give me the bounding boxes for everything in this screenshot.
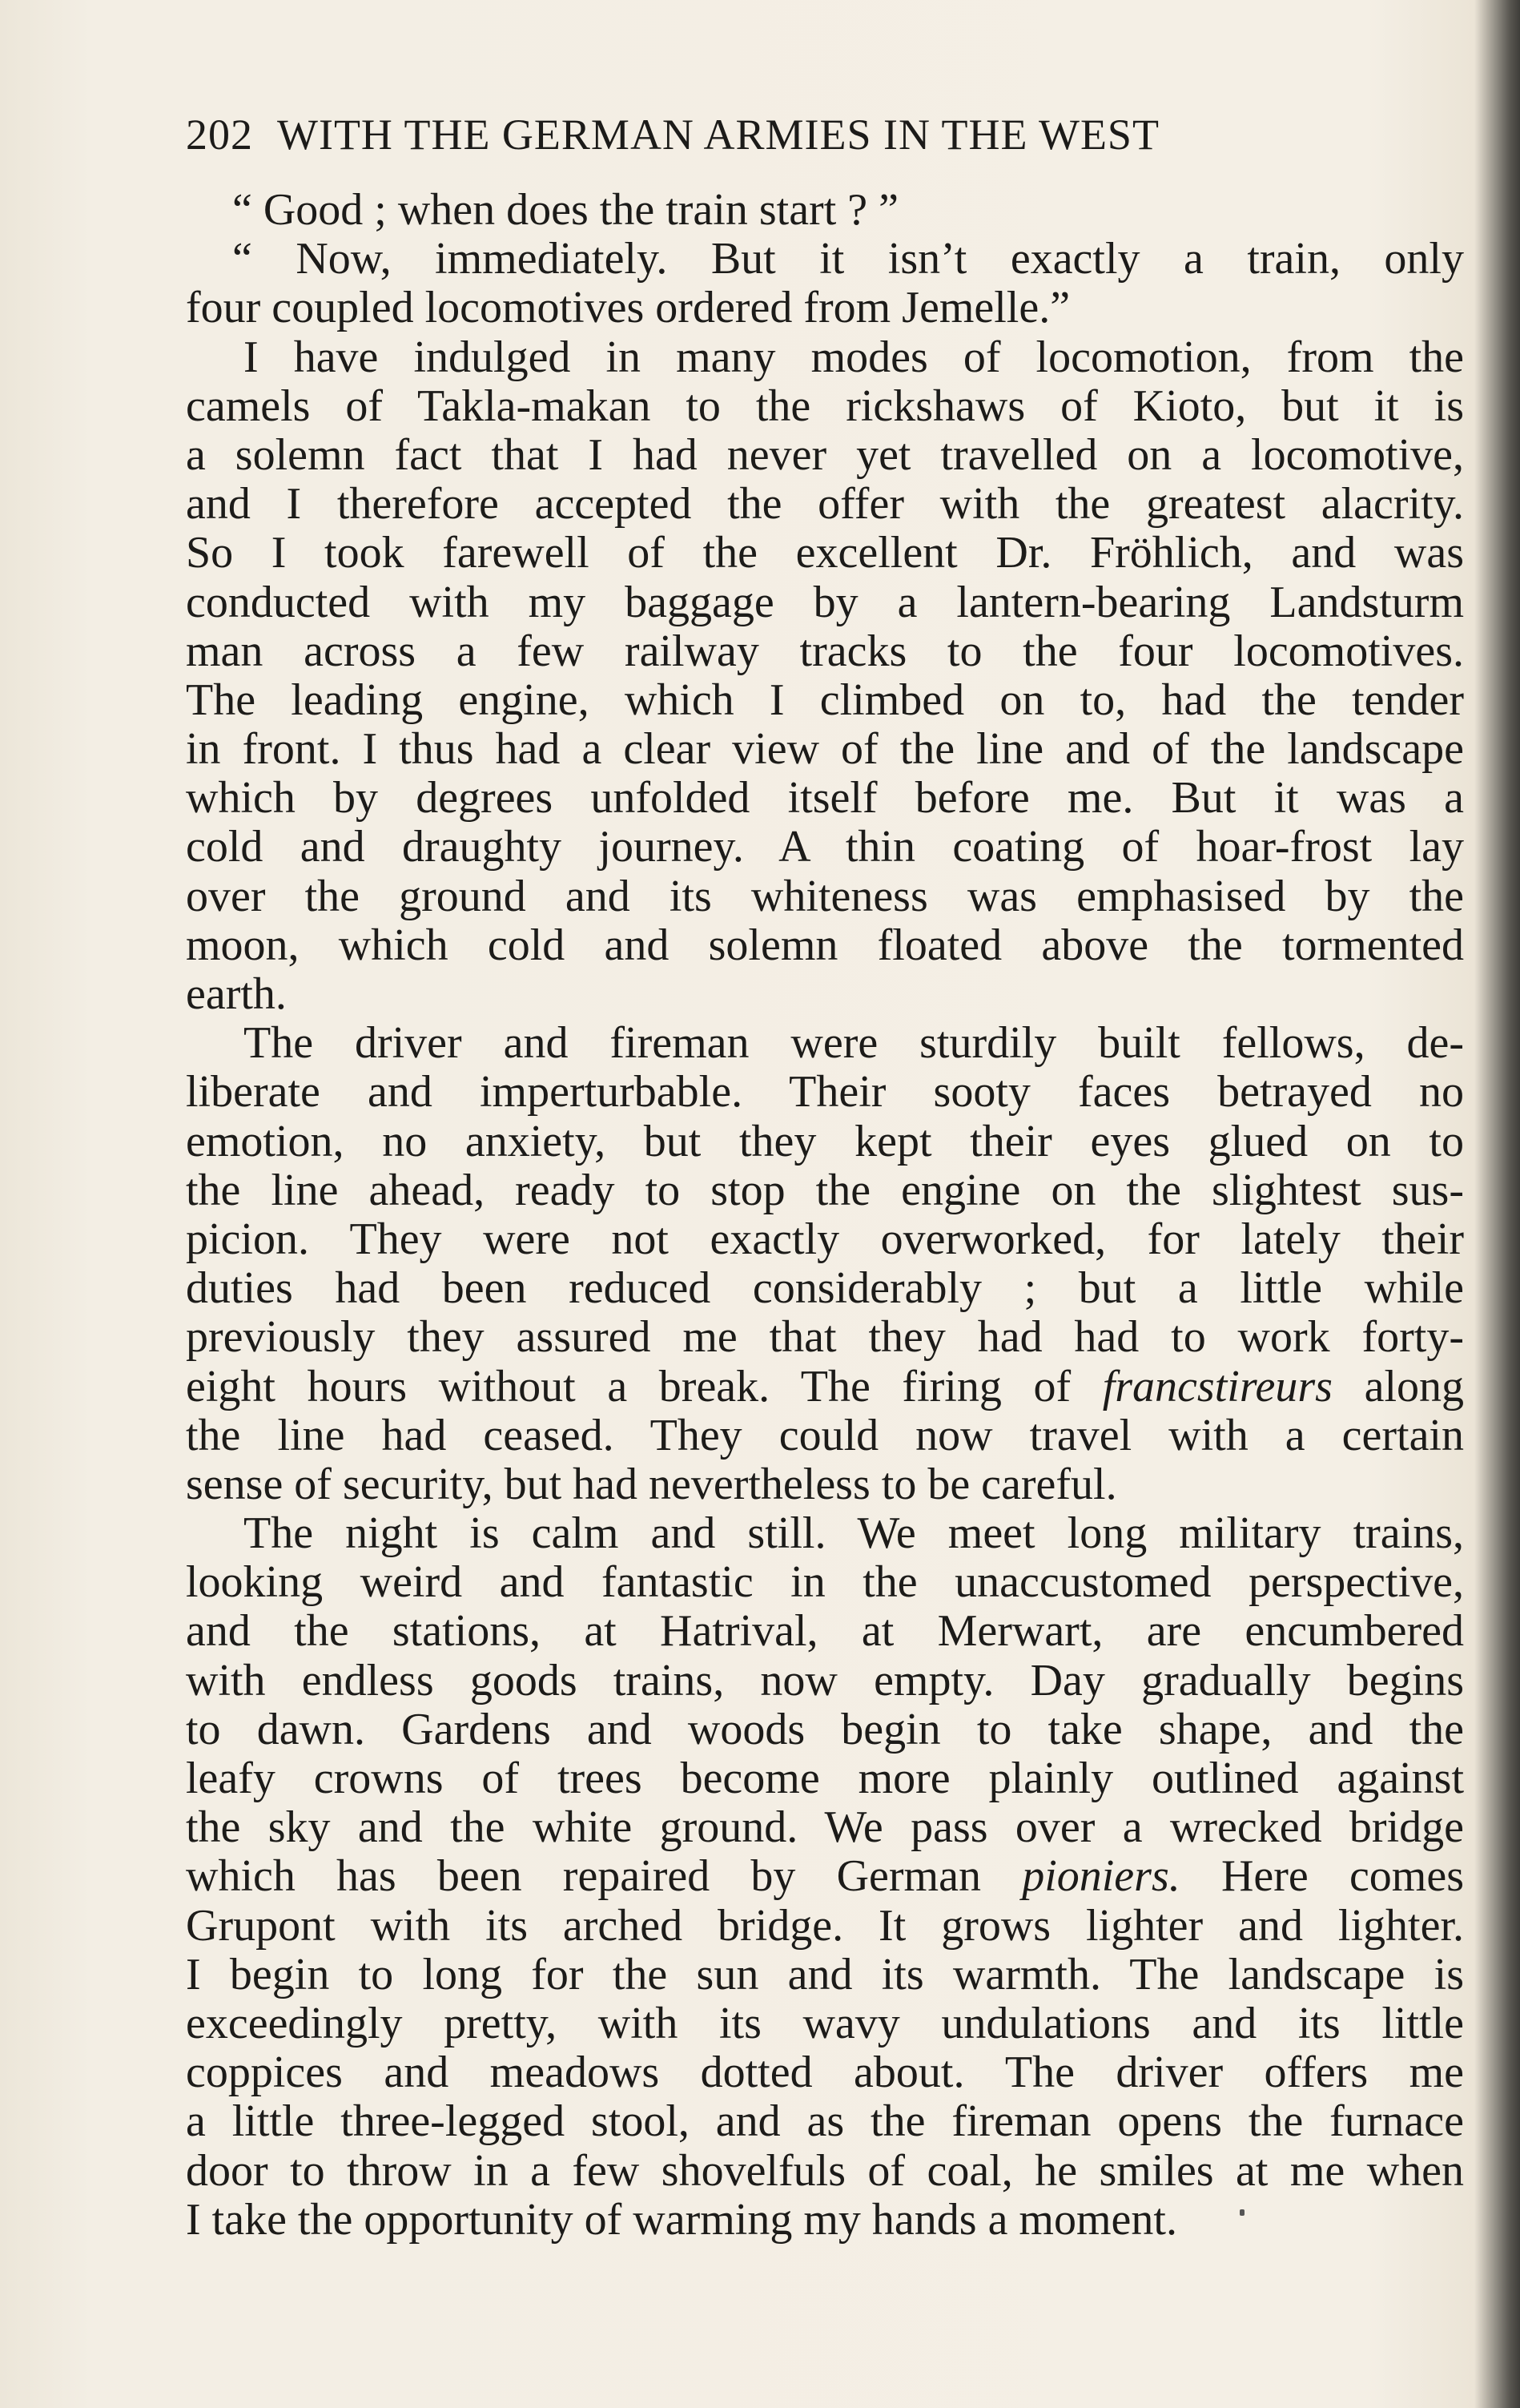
text-line [186,1902,1464,1951]
text-line [186,1264,1464,1313]
line-text: sense of security, but had nevertheless to be careful. [186,1459,1117,1509]
line-text: cold and draughty journey. A thin coating of hoar-frost lay [186,822,1464,872]
line-text: the line had ceased. They could now travel with a certain [186,1410,1464,1460]
line-text: in front. I thus had a clear view of the line and of the landscape [186,724,1464,775]
text-line [186,1999,1464,2048]
line-text: with endless goods trains, now empty. Day gradually begins [186,1655,1464,1705]
text-line [186,382,1464,431]
line-text: “ Now, immediately. But it isn’t exactly a train, only [232,234,1464,284]
text-line [186,2097,1464,2146]
text-line [186,823,1464,872]
line-text: the line ahead, ready to stop the engine on the slightest sus- [186,1165,1464,1215]
line-text: liberate and imperturbable. Their sooty faces betrayed no [186,1067,1464,1117]
text-line [186,1313,1464,1362]
italic-word: pioniers. [1022,1851,1180,1902]
text-line [186,1951,1464,1999]
text-line [186,2147,1464,2196]
line-text: the sky and the white ground. We pass over a wrecked bridge [186,1802,1464,1853]
line-text: coppices and meadows dotted about. The driver offers me [186,2048,1464,2098]
line-text: I begin to long for the sun and its warmth. The landscape is [186,1949,1464,1999]
line-text: which has been repaired by German [186,1851,981,1902]
line-text-after: Here comes [1180,1851,1465,1902]
text-line [186,1607,1464,1656]
line-text: duties had been reduced considerably ; but a little while [186,1263,1464,1314]
line-text: exceedingly pretty, with its wavy undulations and its little [186,1998,1464,2048]
text-line [186,529,1464,578]
line-text: previously they assured me that they had had to work forty- [186,1312,1464,1363]
line-text: to dawn. Gardens and woods begin to take shape, and the [186,1704,1464,1754]
line-text: which by degrees unfolded itself before me. But it was a [186,773,1464,823]
line-text: camels of Takla-makan to the rickshaws of Kioto, but it is [186,381,1464,431]
text-line [186,1411,1464,1460]
line-text: Grupont with its arched bridge. It grows lighter and lighter. [186,1900,1464,1951]
line-text: four coupled locomotives ordered from Jemelle.” [186,283,1071,333]
line-text: and the stations, at Hatrival, at Merwart, are encumbered [186,1606,1464,1657]
line-text: a little three-legged stool, and as the fireman opens the furnace [186,2096,1464,2147]
text-line [186,480,1464,529]
text-line [186,284,1464,332]
line-text: and I therefore accepted the offer with the greatest alacrity. [186,479,1464,530]
line-text: I have indulged in many modes of locomotion, from the [243,332,1464,382]
text-line [186,1852,1464,1901]
line-text: “ Good ; when does the train start ? ” [232,185,899,235]
text-line [186,1117,1464,1166]
text-line [186,1068,1464,1117]
line-text: eight hours without a break. The firing of [186,1361,1072,1411]
text-line [186,1705,1464,1754]
text-line [186,1460,1464,1509]
text-line [186,186,1464,235]
text-line [186,578,1464,627]
text-line [186,1754,1464,1803]
line-text: The night is calm and still. We meet long military trains, [243,1508,1464,1559]
text-line [186,333,1464,382]
line-text: looking weird and fantastic in the unaccustomed perspective, [186,1557,1464,1608]
text-line [186,676,1464,725]
running-title: WITH THE GERMAN ARMIES IN THE WEST [277,111,1160,159]
text-line [186,1558,1464,1607]
text-line [186,627,1464,676]
text-line [186,1166,1464,1215]
line-text: conducted with my baggage by a lantern-bearing Landsturm [186,577,1464,627]
text-line [186,1019,1464,1068]
line-text: door to throw in a few shovelfuls of coal, he smiles at me when [186,2145,1464,2196]
text-line [186,2048,1464,2097]
text-line [186,2196,1464,2245]
text-line [186,235,1464,284]
line-text: moon, which cold and solemn floated above the tormented [186,920,1464,970]
line-text: earth. [186,969,287,1019]
line-text-after: along [1332,1361,1465,1411]
line-text: emotion, no anxiety, but they kept their eyes glued on to [186,1116,1464,1166]
print-speck [1240,2209,1245,2216]
line-text: So I took farewell of the excellent Dr. Fröhlich, and was [186,528,1464,578]
text-line [186,1363,1464,1411]
text-line [186,921,1464,970]
line-text: The driver and fireman were sturdily built fellows, de- [243,1018,1464,1069]
running-header [186,103,1387,167]
line-text: a solemn fact that I had never yet travelled on a locomotive, [186,429,1464,480]
line-text: over the ground and its whiteness was emphasised by the [186,871,1464,921]
text-line [186,431,1464,480]
line-text: The leading engine, which I climbed on to, had the tender [186,674,1464,725]
text-line [186,725,1464,774]
italic-word: francstireurs [1102,1361,1333,1411]
line-text: leafy crowns of trees become more plainly outlined against [186,1754,1464,1803]
line-text: picion. They were not exactly overworked, for lately their [186,1214,1464,1264]
line-text: man across a few railway tracks to the four locomotives. [186,626,1464,676]
body-text [186,186,1464,2245]
text-line [186,970,1464,1019]
page-number: 202 [186,111,253,159]
text-line [186,1509,1464,1558]
text-line [186,774,1464,823]
line-text: I take the opportunity of warming my hands a moment. [186,2194,1177,2245]
text-line [186,872,1464,921]
text-line [186,1215,1464,1264]
text-line [186,1803,1464,1852]
text-line [186,1657,1464,1705]
